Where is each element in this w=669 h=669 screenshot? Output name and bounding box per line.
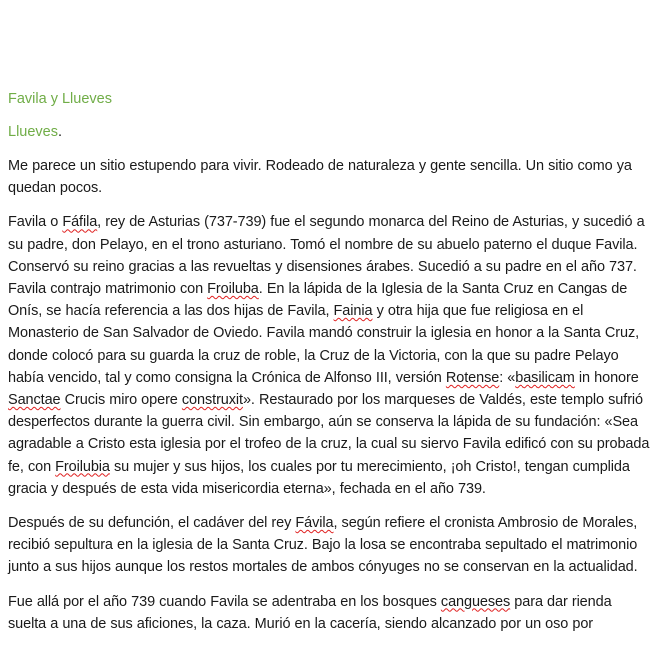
spellcheck-word[interactable]: Sanctae bbox=[8, 392, 61, 409]
text-run: . En la lápida de la Iglesia de la Santa Cruz en Cangas de Onís, se hacía referencia a las dos hijas de Favila, bbox=[8, 281, 628, 320]
text-run: : « bbox=[499, 369, 516, 386]
spellcheck-word[interactable]: construxit bbox=[181, 392, 243, 409]
spellcheck-word[interactable]: Froiluba bbox=[207, 281, 259, 298]
document-title: Favila y Llueves bbox=[8, 91, 112, 107]
spellcheck-word[interactable]: Rotense bbox=[445, 369, 500, 386]
text-run: Favila o bbox=[8, 214, 63, 231]
text-run: , según refiere el cronista Ambrosio de Morales, recibió sepultura en la iglesia de la Santa Cruz. Bajo la losa se encontraba sepultado el matrimonio junto a sus hijos aunque los restos mortales de ambos cónyuges no se conservan en la actualidad. bbox=[8, 515, 638, 576]
spellcheck-word[interactable]: Fainia bbox=[333, 303, 373, 320]
text-run: Después de su defunción, el cadáver del rey bbox=[8, 515, 296, 532]
text-run: ». Restaurado por los marqueses de Valdés, este templo sufrió desperfectos durante la guerra civil. Sin embargo, aún se conserva la lápida de su fundación: «Sea agradable a Cristo esta iglesia por el trofeo de la cruz, la cual su siervo Favila edificó con su probada fe, con bbox=[8, 392, 650, 475]
document-subtitle bbox=[8, 121, 653, 143]
spellcheck-word[interactable]: Fáfila bbox=[62, 214, 98, 231]
paragraph-favila-history bbox=[8, 211, 653, 500]
paragraph-burial bbox=[8, 512, 653, 579]
document-body bbox=[8, 88, 653, 647]
text-run: Crucis miro opere bbox=[60, 392, 182, 409]
text-run: Fue allá por el año 739 cuando Favila se adentraba en los bosques bbox=[8, 593, 441, 610]
text-run: y otra hija que fue religiosa en el Monasterio de San Salvador de Oviedo. Favila mandó construir la iglesia en honor a la Santa Cruz, donde colocó para su guarda la cruz de roble, la Cruz de la Victoria, con la que su padre Pelayo había vencido, tal y como consigna la Crónica de Alfonso III, versión bbox=[8, 303, 640, 386]
text-run: su mujer y sus hijos, los cuales por tu merecimiento, ¡oh Cristo!, tengan cumplida gracia y después de esta vida misericordia eterna», fechada en el año 739. bbox=[8, 458, 630, 497]
spellcheck-word[interactable]: basilicam bbox=[515, 369, 575, 386]
spellcheck-word[interactable]: Froilubia bbox=[55, 458, 110, 475]
subtitle-period: . bbox=[57, 124, 63, 140]
intro-paragraph: Me parece un sitio estupendo para vivir. Rodeado de naturaleza y gente sencilla. Un sitio como ya quedan pocos. bbox=[8, 158, 632, 197]
text-run: , rey de Asturias (737-739) fue el segundo monarca del Reino de Asturias, y sucedió a su padre, don Pelayo, en el trono asturiano. Tomó el nombre de su abuelo paterno el duque Favila. Conservó su reino gracias a las revueltas y disensiones árabes. Sucedió a su padre en el año 737. Favila contrajo matrimonio con bbox=[8, 214, 645, 298]
spellcheck-word[interactable]: Fávila bbox=[295, 515, 334, 532]
paragraph-hunt bbox=[8, 591, 653, 635]
subtitle-text: Llueves bbox=[8, 124, 58, 140]
text-run: in honore bbox=[574, 369, 639, 386]
spellcheck-word[interactable]: cangueses bbox=[440, 593, 511, 610]
text-run: para dar rienda suelta a una de sus aficiones, la caza. Murió en la cacería, siendo alcanzado por un oso por bbox=[8, 593, 612, 632]
